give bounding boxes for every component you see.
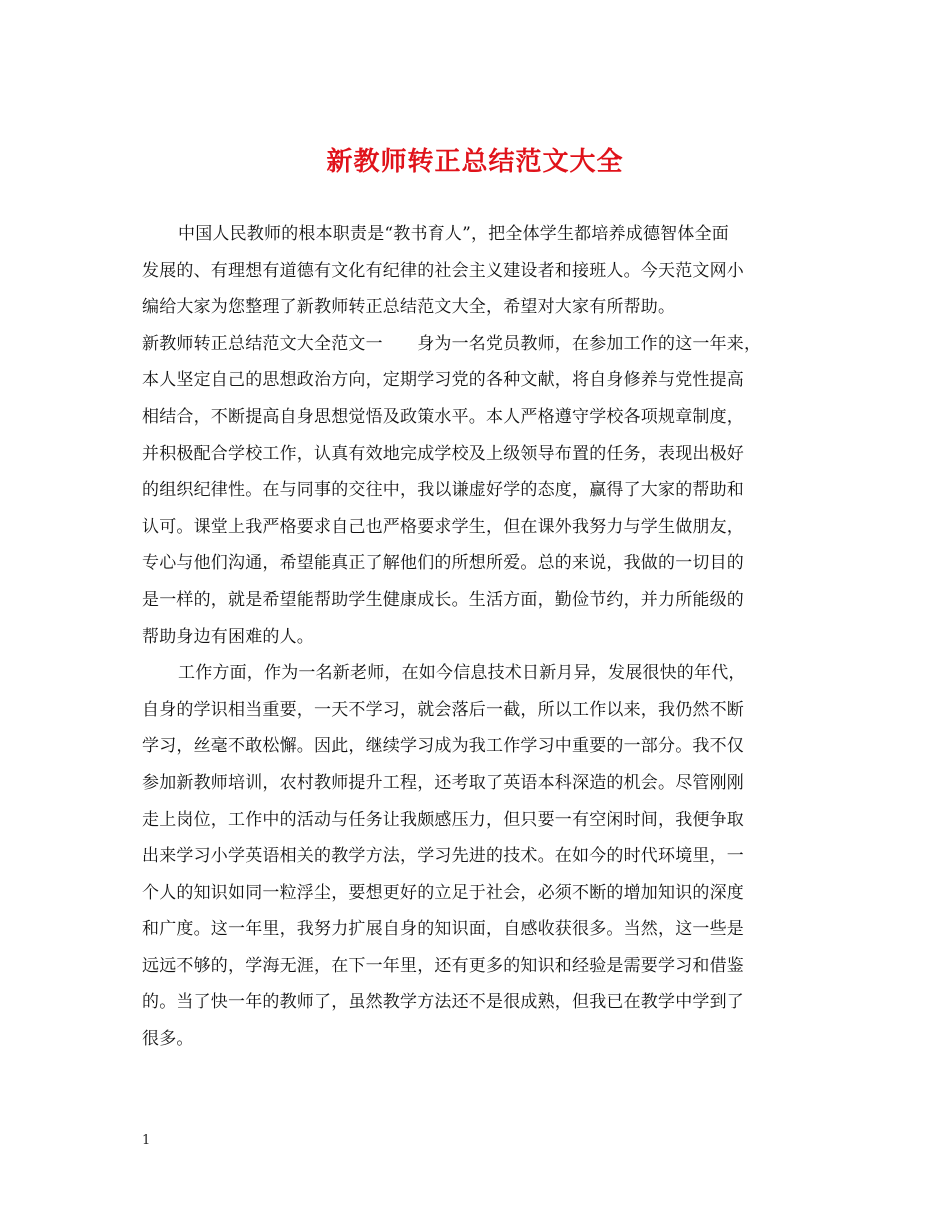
body-line: 新教师转正总结范文大全范文一 身为一名党员教师，在参加工作的这一年来， [142,333,762,354]
body-line: 编给大家为您整理了新教师转正总结范文大全，希望对大家有所帮助。 [142,297,676,318]
body-line: 很多。 [142,1029,194,1050]
body-line: 工作方面，作为一名新老师，在如今信息技术日新月异，发展很快的年代， [178,663,746,684]
body-line: 个人的知识如同一粒浮尘，要想更好的立足于社会，必须不断的增加知识的深度 [142,882,744,903]
body-line: 认可。课堂上我严格要求自己也严格要求学生，但在课外我努力与学生做朋友， [142,516,744,537]
body-line: 出来学习小学英语相关的教学方法，学习先进的技术。在如今的时代环境里，一 [142,846,744,867]
body-line: 专心与他们沟通，希望能真正了解他们的所想所爱。总的来说，我做的一切目的 [142,553,744,574]
body-line: 走上岗位，工作中的活动与任务让我颇感压力，但只要一有空闲时间，我便争取 [142,809,744,830]
body-line: 的。当了快一年的教师了，虽然教学方法还不是很成熟，但我已在教学中学到了 [142,992,744,1013]
document-body [142,216,812,1058]
body-line: 发展的、有理想有道德有文化有纪律的社会主义建设者和接班人。今天范文网小 [142,260,744,281]
body-line: 学习，丝毫不敢松懈。因此，继续学习成为我工作学习中重要的一部分。我不仅 [142,736,744,757]
body-line: 和广度。这一年里，我努力扩展自身的知识面，自感收获很多。当然，这一些是 [142,919,744,940]
body-line: 的组织纪律性。在与同事的交往中，我以谦虚好学的态度，赢得了大家的帮助和 [142,480,744,501]
body-line: 相结合，不断提高自身思想觉悟及政策水平。本人严格遵守学校各项规章制度， [142,406,744,427]
body-line: 参加新教师培训，农村教师提升工程，还考取了英语本科深造的机会。尽管刚刚 [142,772,744,793]
body-line: 并积极配合学校工作，认真有效地完成学校及上级领导布置的任务，表现出极好 [142,443,744,464]
body-line: 帮助身边有困难的人。 [142,626,314,647]
page-number: 1 [142,1133,151,1148]
body-line: 远远不够的，学海无涯，在下一年里，还有更多的知识和经验是需要学习和借鉴 [142,955,744,976]
body-line: 中国人民教师的根本职责是“教书育人”，把全体学生都培养成德智体全面 [178,224,729,244]
document-title: 新教师转正总结范文大全 [326,147,624,177]
body-line: 本人坚定自己的思想政治方向，定期学习党的各种文献，将自身修养与党性提高 [142,370,744,391]
body-line: 自身的学识相当重要，一天不学习，就会落后一截，所以工作以来，我仍然不断 [142,699,744,720]
body-line: 是一样的，就是希望能帮助学生健康成长。生活方面，勤俭节约，并力所能级的 [142,589,744,610]
